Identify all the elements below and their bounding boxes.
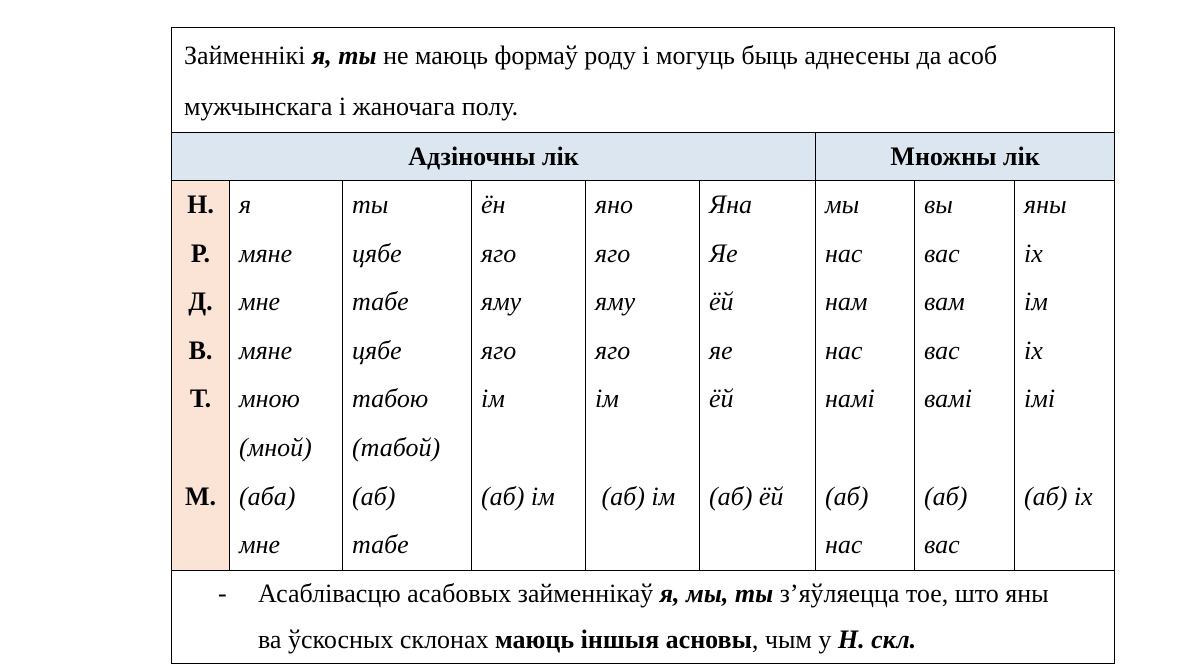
- footer-emphasis-2: маюць іншыя асновы: [495, 624, 752, 654]
- word-form: (аб) іх: [1024, 481, 1093, 511]
- declension-rows: [172, 181, 1115, 571]
- intro-text: Займеннікі: [184, 41, 312, 70]
- case-label: М.: [184, 481, 217, 511]
- case-label: Д.: [188, 287, 213, 317]
- word-form: ім: [595, 384, 619, 414]
- word-form: (аб) ёй: [709, 481, 784, 511]
- word-form: яму: [481, 287, 522, 317]
- word-form: яго: [481, 335, 517, 365]
- word-form: мне: [239, 530, 281, 560]
- footer-note: [172, 570, 1115, 663]
- footer-text-3: , чым у: [751, 624, 838, 654]
- intro-line-2: мужчынскага і жаночага полу.: [184, 92, 519, 121]
- word-form: (аб) ім: [595, 481, 676, 511]
- word-form: [825, 424, 914, 473]
- word-form: табе: [352, 530, 409, 560]
- word-form: цябе: [352, 335, 402, 365]
- word-form: (аба): [239, 481, 296, 511]
- footer-text: Асаблівасцю асабовых займеннікаў: [258, 578, 660, 608]
- pronoun-declension-table: [171, 27, 1115, 664]
- word-form: вас: [924, 238, 960, 268]
- word-form: (аб) ім: [481, 481, 555, 511]
- word-form: [1024, 424, 1114, 473]
- word-form: [481, 521, 585, 570]
- word-form: [481, 424, 585, 473]
- word-form: вамі: [924, 384, 972, 414]
- word-form: ён: [481, 190, 506, 219]
- word-form: табою: [352, 384, 429, 414]
- list-dash: -: [218, 578, 227, 608]
- word-form: ім: [481, 384, 505, 414]
- word-form: мною: [239, 384, 300, 414]
- word-form: ёй: [709, 384, 734, 414]
- intro-text-cont: не маюць формаў роду і могуць быць аднесены да асоб: [376, 41, 998, 70]
- word-form: нас: [825, 335, 863, 365]
- word-form: табе: [352, 287, 409, 317]
- footer-text-cont: з’яўляецца тое, што яны: [773, 578, 1049, 608]
- word-form: (аб): [924, 481, 968, 511]
- footer-emphasis: я, мы, ты: [659, 578, 774, 608]
- case-label: Р.: [190, 238, 211, 268]
- footer-line-2: ва ўскосных склонах: [258, 624, 495, 654]
- word-form: імі: [1024, 384, 1056, 414]
- word-form: ёй: [709, 287, 734, 317]
- column-yany: [1015, 181, 1115, 571]
- word-form: мне: [239, 287, 281, 317]
- word-form: нам: [825, 287, 868, 317]
- word-form: [709, 521, 815, 570]
- intro-paragraph: [172, 28, 1115, 133]
- footer-emphasis-3: Н. скл.: [837, 624, 917, 654]
- case-label: В.: [188, 335, 213, 365]
- word-form: вы: [924, 190, 953, 219]
- word-form: намі: [825, 384, 875, 414]
- word-form: вам: [924, 287, 965, 317]
- word-form: (аб): [825, 481, 869, 511]
- word-form: [595, 521, 699, 570]
- word-form: яго: [595, 238, 631, 268]
- word-form: іх: [1024, 238, 1043, 268]
- singular-header: Адзіночны лік: [172, 133, 816, 181]
- column-yano: [586, 181, 700, 571]
- case-label: Н.: [187, 190, 214, 219]
- word-form: яго: [481, 238, 517, 268]
- word-form: мяне: [239, 238, 293, 268]
- column-vy: [915, 181, 1015, 571]
- word-form: [709, 424, 815, 473]
- word-form: ты: [352, 190, 389, 219]
- word-form: іх: [1024, 335, 1043, 365]
- case-column: [172, 181, 230, 571]
- intro-emphasis: я, ты: [311, 41, 377, 70]
- word-form: ім: [1024, 287, 1048, 317]
- word-form: вас: [924, 530, 960, 560]
- word-form: яму: [595, 287, 636, 317]
- word-form: Яна: [709, 190, 752, 219]
- word-form: мы: [825, 190, 860, 219]
- word-form: яно: [595, 190, 633, 219]
- word-form: мяне: [239, 335, 293, 365]
- word-form: яны: [1024, 190, 1067, 219]
- word-form: (мной): [239, 432, 312, 462]
- word-form: яго: [595, 335, 631, 365]
- document-page: [171, 27, 1114, 664]
- word-form: яе: [709, 335, 733, 365]
- word-form: [924, 424, 1014, 473]
- word-form: вас: [924, 335, 960, 365]
- column-my: [816, 181, 915, 571]
- column-ty: [343, 181, 472, 571]
- word-form: [1024, 521, 1114, 570]
- word-form: (табой): [352, 432, 441, 462]
- case-label: [172, 424, 229, 473]
- plural-header: Множны лік: [816, 133, 1115, 181]
- word-form: я: [239, 190, 252, 219]
- case-label: [172, 521, 229, 570]
- word-form: [595, 424, 699, 473]
- column-yon: [472, 181, 586, 571]
- column-yana: [700, 181, 816, 571]
- case-label: Т.: [189, 384, 212, 414]
- word-form: (аб): [352, 481, 396, 511]
- word-form: цябе: [352, 238, 402, 268]
- word-form: Яе: [709, 238, 738, 268]
- word-form: нас: [825, 530, 863, 560]
- word-form: нас: [825, 238, 863, 268]
- column-ya: [230, 181, 343, 571]
